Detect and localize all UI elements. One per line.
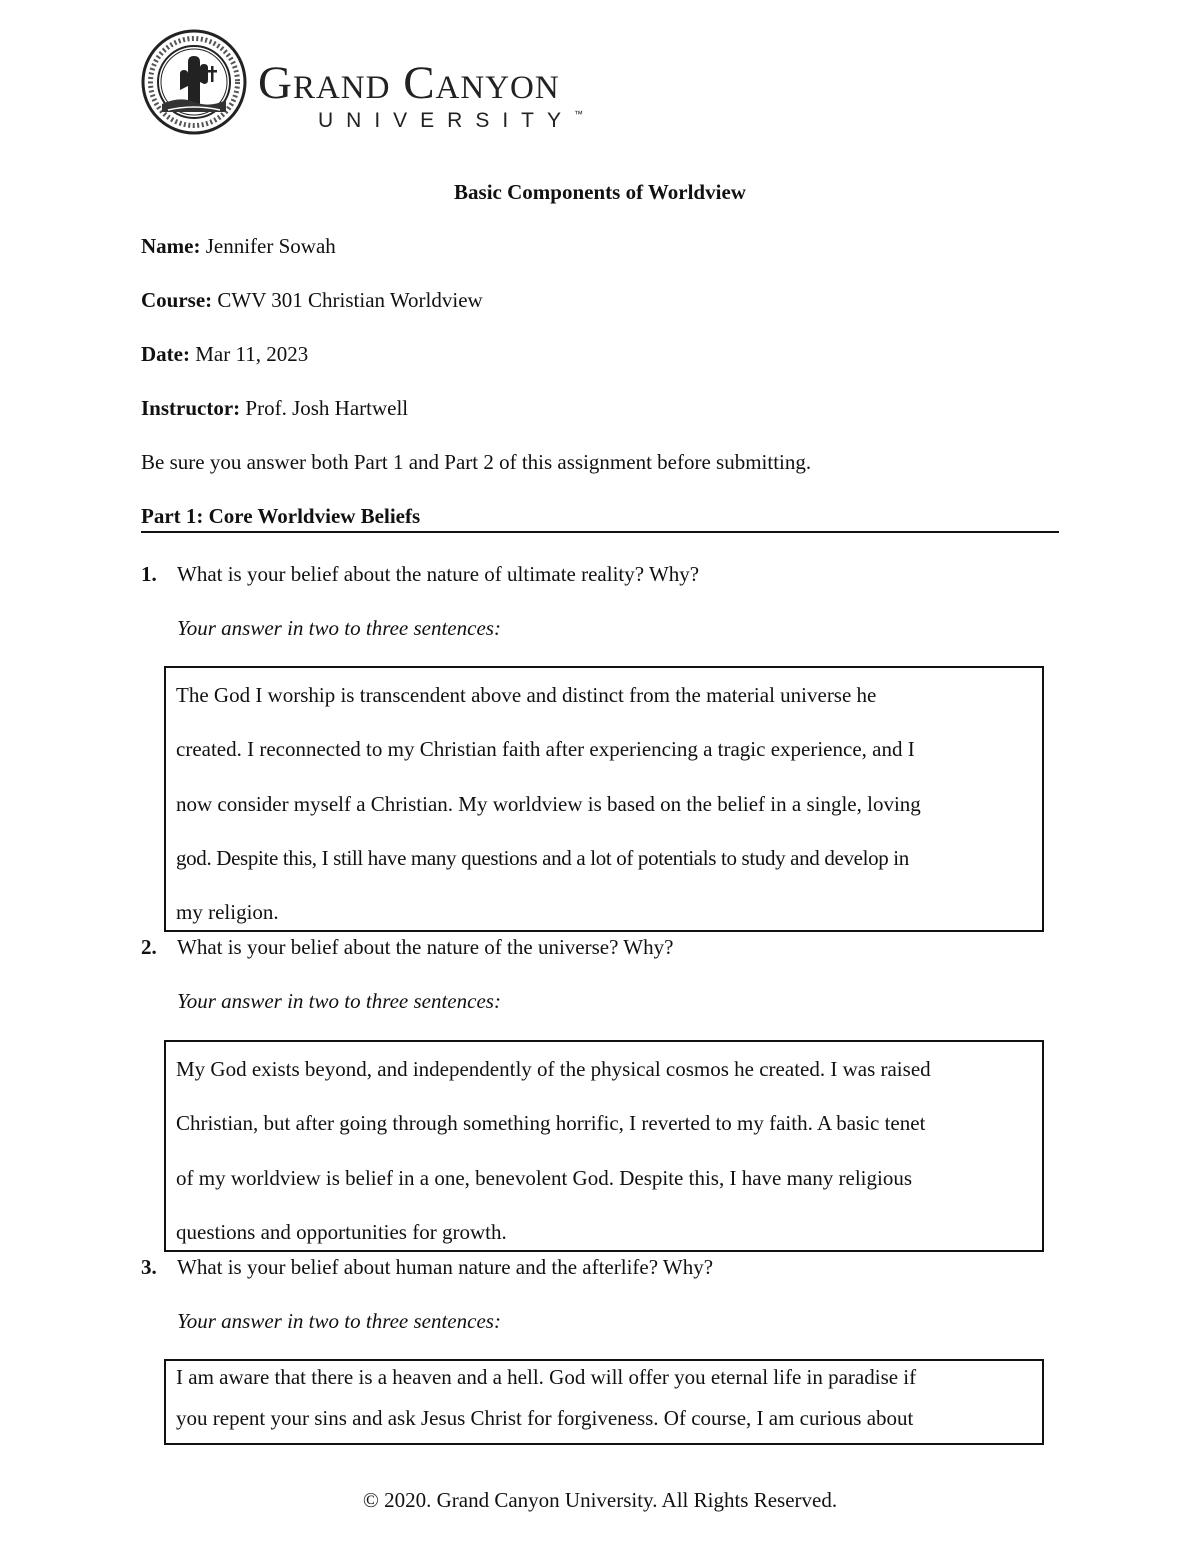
answer-line: I am aware that there is a heaven and a hell. God will offer you eternal life in paradise if bbox=[176, 1365, 917, 1389]
question-text: What is your belief about human nature and the afterlife? Why? bbox=[177, 1255, 714, 1279]
answer-box-1[interactable] bbox=[164, 666, 1044, 932]
answer-box-2[interactable] bbox=[164, 1040, 1044, 1252]
answer-line: now consider myself a Christian. My worldview is based on the belief in a single, loving bbox=[176, 791, 921, 816]
question-text: What is your belief about the nature of ultimate reality? Why? bbox=[177, 562, 700, 586]
question-text: What is your belief about the nature of the universe? Why? bbox=[177, 935, 674, 959]
course-label: Course: bbox=[141, 288, 213, 312]
answer-line: The God I worship is transcendent above and distinct from the material universe he bbox=[176, 683, 877, 707]
logo-line2: UNIVERSITY bbox=[318, 109, 575, 132]
answer-line: of my worldview is belief in a one, benevolent God. Despite this, I have many religious bbox=[176, 1165, 912, 1190]
course-value: CWV 301 Christian Worldview bbox=[217, 288, 483, 312]
answer-line: My God exists beyond, and independently of the physical cosmos he created. I was raised bbox=[176, 1057, 931, 1081]
logo-line1: Grand Canyon bbox=[258, 57, 560, 109]
date-field bbox=[141, 342, 308, 367]
copyright-footer: © 2020. Grand Canyon University. All Rights Reserved. bbox=[362, 1488, 838, 1512]
instructions-text: Be sure you answer both Part 1 and Part 2 of this assignment before submitting. bbox=[141, 450, 812, 474]
answer-line: Christian, but after going through something horrific, I reverted to my faith. A basic tenet bbox=[176, 1111, 926, 1136]
part1-heading: Part 1: Core Worldview Beliefs bbox=[141, 504, 1059, 533]
question-number: 2. bbox=[141, 935, 157, 959]
logo-wordmark bbox=[258, 57, 560, 109]
answer-box-3[interactable] bbox=[164, 1359, 1044, 1445]
instructor-field bbox=[141, 396, 408, 421]
question-3 bbox=[141, 1255, 713, 1280]
document-title: Basic Components of Worldview bbox=[454, 180, 746, 204]
answer-line: created. I reconnected to my Christian faith after experiencing a tragic experience, and I bbox=[176, 737, 915, 762]
name-field bbox=[141, 234, 336, 259]
answer-prompt: Your answer in two to three sentences: bbox=[177, 616, 501, 640]
answer-line: my religion. bbox=[176, 900, 279, 925]
university-logo bbox=[140, 28, 620, 138]
name-value: Jennifer Sowah bbox=[205, 234, 336, 258]
answer-line: questions and opportunities for growth. bbox=[176, 1219, 507, 1244]
question-number: 1. bbox=[141, 562, 157, 586]
question-2 bbox=[141, 935, 673, 960]
answer-line: you repent your sins and ask Jesus Christ for forgiveness. Of course, I am curious about bbox=[176, 1406, 914, 1430]
course-field bbox=[141, 288, 483, 313]
trademark-mark: ™ bbox=[574, 109, 584, 119]
instructor-label: Instructor: bbox=[141, 396, 241, 420]
university-seal-icon bbox=[140, 28, 248, 136]
logo-subtitle bbox=[318, 110, 583, 131]
question-1 bbox=[141, 562, 699, 587]
answer-prompt: Your answer in two to three sentences: bbox=[177, 1309, 501, 1333]
name-label: Name: bbox=[141, 234, 201, 258]
answer-prompt: Your answer in two to three sentences: bbox=[177, 989, 501, 1013]
answer-line: god. Despite this, I still have many questions and a lot of potentials to study and develop in bbox=[176, 845, 909, 870]
date-value: Mar 11, 2023 bbox=[195, 342, 309, 366]
question-number: 3. bbox=[141, 1255, 157, 1279]
instructor-value: Prof. Josh Hartwell bbox=[245, 396, 409, 420]
date-label: Date: bbox=[141, 342, 190, 366]
